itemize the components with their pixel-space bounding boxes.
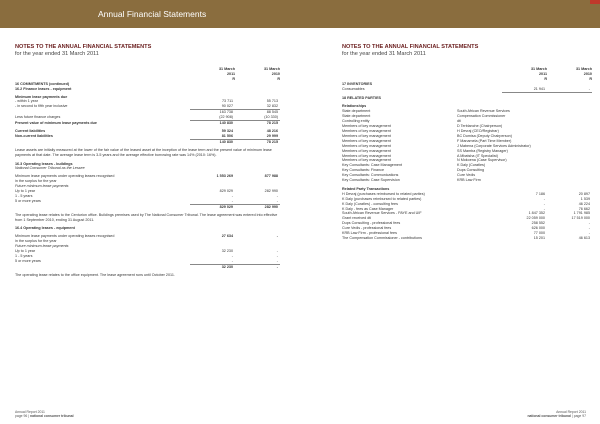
row-value: 32 832 <box>266 104 278 109</box>
row-value: 20 897 <box>578 191 590 196</box>
row-value: - <box>231 193 233 198</box>
row-value: 7 186 <box>535 191 545 196</box>
row-value: 163 738 <box>190 110 235 115</box>
right-page <box>342 44 592 241</box>
related-party: Cure Vedis <box>457 173 476 178</box>
row-value: 32 230 <box>221 249 233 254</box>
row-label: Grant received dti <box>342 216 372 221</box>
row-value: 27 634 <box>221 234 233 239</box>
right-footer: Annual Report 2011 national consumer tribunal | page 97 <box>527 409 586 418</box>
row-label: South African Revenue Services - PAYE and UIF <box>342 211 422 216</box>
row-label: H Devraj (purchases reimbursed to related parties) <box>342 191 425 196</box>
row-label: Present value of minimum lease payments due <box>15 120 97 125</box>
relationship-type: Key Consultants: Case Management <box>342 163 403 168</box>
row-value: 78 215 <box>235 139 280 144</box>
row-value: 15 201 <box>533 236 545 240</box>
row-value: - <box>547 87 592 92</box>
row-label: in the surplus for the year <box>15 179 57 184</box>
row-label: Minimum lease payments under operating leases recognised <box>15 234 115 239</box>
row-value: 17 519 000 <box>571 216 590 221</box>
row-value: 829 029 <box>190 204 235 209</box>
row-value: 73 711 <box>221 99 233 104</box>
row-label: The Compensation Commissioner - contributions <box>342 236 422 240</box>
relationship-type: Members of key management <box>342 133 391 138</box>
row-label <box>15 204 190 209</box>
row-value: - <box>231 198 233 203</box>
related-party: J Mabena (Corporate Services Administrator) <box>457 143 531 148</box>
related-party: N Mokoena (Case Supervisor) <box>457 158 507 163</box>
inventories-table <box>342 82 592 101</box>
row-value: 140 830 <box>190 121 235 126</box>
row-label: Future minimum lease payments <box>15 184 69 189</box>
footer-page-number: page 96 <box>15 413 28 418</box>
equipment-lease-note: The operating lease relates to the office equipment. The lease agreement runs until October 2011. <box>15 272 175 277</box>
related-party: Dups Consulting <box>457 168 485 173</box>
row-value: 78 215 <box>235 121 280 126</box>
row-value: 626 000 <box>531 226 545 231</box>
row-value: 140 830 <box>190 139 235 144</box>
relationship-type: Members of key management <box>342 124 391 129</box>
row-value: 282 990 <box>235 204 280 209</box>
row-label: 5 or more years <box>15 258 41 263</box>
relationship-type: Members of key management <box>342 158 391 163</box>
relationships-table <box>342 104 592 183</box>
row-value: 76 662 <box>578 206 590 211</box>
row-label: KRB Law Firm - professional fees <box>342 231 397 236</box>
row-label: Future minimum lease payments <box>15 244 69 249</box>
row-value: 88 545 <box>235 110 280 115</box>
row-value: - <box>231 258 233 263</box>
row-value: - <box>543 206 545 211</box>
relationship-type: Members of key management <box>342 153 391 158</box>
col-header: R <box>544 76 547 81</box>
footer-org-name: national consumer tribunal <box>30 413 74 418</box>
table-row <box>15 139 280 144</box>
finance-lease-note: Lease assets are initially measured at the lower of the fair value of the leased asset at the inception of the lease term and the present value of minimum lease payments at that date. The average lease term is 3-5 years and the average effective borrowing rate was 14% (2010: 16%). <box>15 147 272 157</box>
related-party: H Devraj (CEO/Registrar) <box>457 128 499 133</box>
page-header-title: Annual Financial Statements <box>98 9 207 19</box>
transactions-heading: Related Party Transactions <box>342 186 390 191</box>
related-party: BC Dumisa (Deputy Chairperson) <box>457 133 512 138</box>
row-label: K Daly (purchases reimbursed to related parties) <box>342 196 422 201</box>
related-party: Compensation Commissioner <box>457 114 506 119</box>
row-value: 59 324 <box>221 128 233 133</box>
right-notes-title: NOTES TO THE ANNUAL FINANCIAL STATEMENTS <box>342 44 479 50</box>
related-party: SS Mamba (Registry Manager) <box>457 148 508 153</box>
row-label: 5 or more years <box>15 198 41 203</box>
row-value: - <box>276 254 278 258</box>
left-footer: Annual Report 2011 page 96 | national consumer tribunal <box>15 409 74 418</box>
row-label: Minimum lease payments under operating leases recognised <box>15 174 115 179</box>
col-header: 2010 <box>271 71 280 76</box>
col-header: R <box>232 76 235 81</box>
row-value: 282 990 <box>264 189 278 194</box>
relationship-type: Members of key management <box>342 143 391 148</box>
row-label: K Daly - fees as Case Manager <box>342 206 394 211</box>
footer-report: Annual Report 2011 <box>556 409 586 414</box>
relationship-type: Members of key management <box>342 148 391 153</box>
row-value: - <box>588 231 590 236</box>
row-value: 829 029 <box>219 189 233 194</box>
row-value: 1 539 <box>580 196 590 201</box>
related-party: F Manamela (Part Time Member) <box>457 138 512 143</box>
row-value: - <box>276 234 278 239</box>
col-header: 2011 <box>227 71 235 76</box>
row-value: - <box>276 193 278 198</box>
table-row <box>342 236 592 241</box>
operating-leases-buildings-table <box>15 162 280 210</box>
row-value: 55 713 <box>266 99 278 104</box>
row-label: Non-current liabilities <box>15 133 53 138</box>
row-value: 877 988 <box>264 174 278 179</box>
row-value: - <box>543 196 545 201</box>
row-value: 258 552 <box>531 221 545 226</box>
row-value: 1 847 352 <box>528 211 545 216</box>
row-value: - <box>276 249 278 254</box>
col-header: 31 March <box>531 67 547 71</box>
row-label: 16.3 Operating leases - buildings <box>15 161 73 166</box>
left-notes-title: NOTES TO THE ANNUAL FINANCIAL STATEMENTS <box>15 44 152 50</box>
relationship-type: Key Consultants: Case Supervision <box>342 178 400 183</box>
row-label: 16.2 Finance leases - equipment <box>15 86 72 91</box>
footer-page-number: page 97 <box>573 413 586 418</box>
transactions-table <box>342 187 592 241</box>
row-value: 21 941 <box>502 87 547 92</box>
row-label: K Daly (Curatles) - consulting fees <box>342 201 398 206</box>
right-column-headers <box>342 67 592 82</box>
row-label: 16 COMMITMENTS (continued) <box>15 81 70 86</box>
header-accent-mark <box>590 0 600 4</box>
footer-report: Annual Report 2011 <box>15 409 45 414</box>
col-header: R <box>277 76 280 81</box>
finance-leases-table <box>15 82 280 145</box>
relationship-type: State department <box>342 109 371 114</box>
row-value: 22 059 000 <box>526 216 545 221</box>
row-value: 1 553 269 <box>216 174 233 179</box>
row-label: Less future finance charges <box>15 115 61 120</box>
row-value: 1 791 985 <box>573 211 590 216</box>
relationship-type: Key Consultants: Finance <box>342 168 385 173</box>
related-party: A Mbatsha (IT Specialist) <box>457 153 498 158</box>
row-label: 17 INVENTORIES <box>342 81 373 86</box>
row-value: - <box>276 258 278 263</box>
relationship-type: State department <box>342 114 371 119</box>
row-value: - <box>235 264 280 269</box>
relationships-heading: Relationships <box>342 104 367 109</box>
footer-org-name: national consumer tribunal <box>527 413 571 418</box>
table-row <box>15 264 280 269</box>
row-label: Up to 1 year <box>15 249 36 254</box>
relationship-type: Members of key management <box>342 138 391 143</box>
related-party: K Daly (Curatles) <box>457 163 486 168</box>
row-label: 16.4 Operating leases - equipment <box>15 226 75 231</box>
row-value: 29 999 <box>266 133 278 138</box>
row-value: - <box>276 198 278 203</box>
row-value: 77 000 <box>533 231 545 236</box>
related-party: D Terblanche (Chairperson) <box>457 124 503 129</box>
row-value: - <box>543 201 545 206</box>
row-label: Current liabilities <box>15 128 46 133</box>
relationship-type: Controlling entity <box>342 119 370 124</box>
left-notes-subtitle: for the year ended 31 March 2011 <box>15 51 99 57</box>
col-header: 2011 <box>539 71 547 76</box>
row-value: - <box>588 221 590 226</box>
row-label: Dups Consulting - professional fees <box>342 221 401 226</box>
header-band <box>0 0 600 28</box>
row-label: Up to 1 year <box>15 189 36 194</box>
left-column-headers <box>15 67 280 82</box>
col-header: R <box>589 76 592 81</box>
row-label: 18 RELATED PARTIES <box>342 95 381 100</box>
row-value: 46 224 <box>578 201 590 206</box>
row-label: - in second to fifth year inclusive <box>15 104 68 109</box>
row-value: (10 330) <box>264 115 278 120</box>
row-value: 46 613 <box>578 236 590 240</box>
row-label: National Consumer Tribunal as the Lessee <box>15 166 85 171</box>
buildings-lease-note: The operating lease relates to the Centurion office. Buildings premises used by The National Consumer Tribunal. The lease agreement was entered into effective from 1 September 2010, ending 31 August 2011. <box>15 212 278 222</box>
row-value: 81 506 <box>221 133 233 138</box>
row-value: 90 027 <box>221 104 233 109</box>
col-header: 2010 <box>583 71 592 76</box>
related-party: dti <box>457 119 461 124</box>
row-label <box>15 139 190 144</box>
row-label: - within 1 year <box>15 99 38 104</box>
table-row <box>15 204 280 209</box>
related-party: South African Revenue Services <box>457 109 510 114</box>
row-value: 48 216 <box>266 128 278 133</box>
col-header: 31 March <box>264 67 280 71</box>
row-value: - <box>231 254 233 258</box>
row-value: 32 230 <box>190 264 235 269</box>
row-label: Consumables <box>342 86 365 91</box>
right-notes-subtitle: for the year ended 31 March 2011 <box>342 51 426 57</box>
row-label: 1 - 5 years <box>15 193 33 198</box>
relationship-type: Key Consultants: Communications <box>342 173 399 178</box>
row-label: 1 - 5 years <box>15 254 33 258</box>
related-party: KRB Law Firm <box>457 178 481 183</box>
row-label: Cure Vedis - professional fees <box>342 226 392 231</box>
col-header: 31 March <box>576 67 592 71</box>
row-label: Minimum lease payments due <box>15 94 68 99</box>
relationship-type: Members of key management <box>342 128 391 133</box>
left-page <box>15 44 280 278</box>
row-label <box>15 264 190 269</box>
operating-leases-equipment-table <box>15 226 280 269</box>
row-value: - <box>588 226 590 231</box>
col-header: 31 March <box>219 67 235 71</box>
row-label: in the surplus for the year <box>15 239 57 244</box>
row-value: (22 908) <box>219 115 233 120</box>
